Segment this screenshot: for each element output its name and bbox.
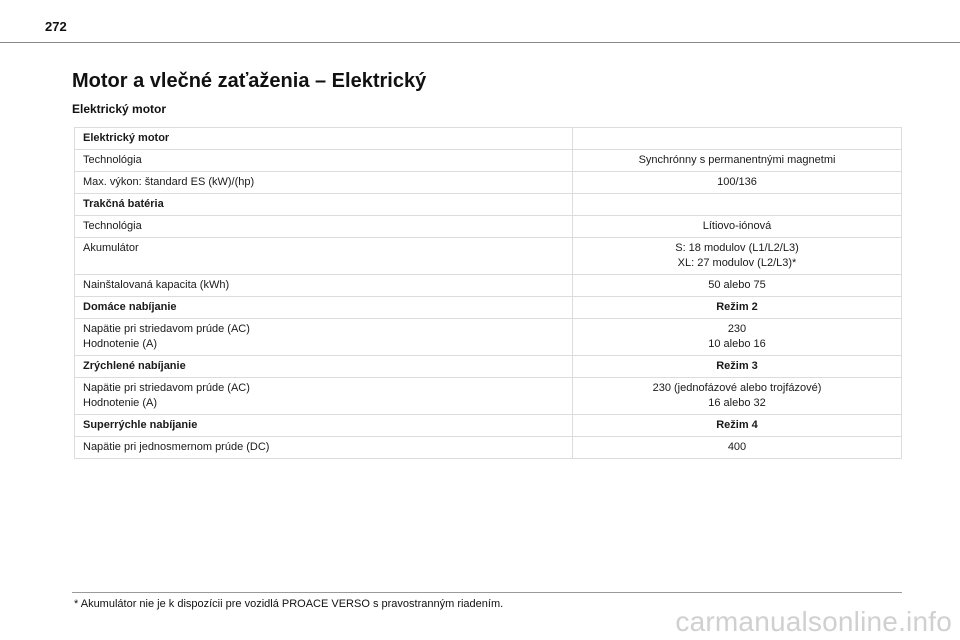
table-cell-value	[573, 194, 902, 216]
table-cell-label: Nainštalovaná kapacita (kWh)	[75, 275, 573, 297]
table-cell-value	[573, 238, 902, 275]
page-number: 272	[45, 19, 67, 34]
table-cell-label: Technológia	[75, 216, 573, 238]
table-cell-value-line: 230 (jednofázové alebo trojfázové)	[652, 382, 822, 394]
table-cell-value-line: 10 alebo 16	[708, 338, 766, 350]
table-cell-label-line: Napätie pri striedavom prúde (AC)	[83, 323, 250, 335]
table-cell-value: Synchrónny s permanentnými magnetmi	[573, 150, 902, 172]
table-cell-value	[573, 378, 902, 415]
table-row	[75, 194, 902, 216]
page-title: Motor a vlečné zaťaženia – Elektrický	[72, 70, 427, 92]
table-cell-label: Trakčná batéria	[75, 194, 573, 216]
table-cell-value: Režim 3	[573, 356, 902, 378]
table-cell-value-line: 16 alebo 32	[708, 397, 766, 409]
table-row	[75, 319, 902, 356]
watermark: carmanualsonline.info	[675, 606, 952, 637]
table-row	[75, 238, 902, 275]
table-cell-value: 400	[573, 437, 902, 459]
table-cell-value: 100/136	[573, 172, 902, 194]
table-row	[75, 216, 902, 238]
footnote-divider	[72, 592, 902, 593]
table-row	[75, 297, 902, 319]
table-cell-label: Domáce nabíjanie	[75, 297, 573, 319]
section-heading: Elektrický motor	[72, 102, 167, 116]
table-row	[75, 378, 902, 415]
spec-table-body	[75, 128, 902, 459]
table-row	[75, 437, 902, 459]
table-cell-label-line: Hodnotenie (A)	[83, 338, 157, 350]
table-cell-label: Technológia	[75, 150, 573, 172]
table-row	[75, 356, 902, 378]
table-cell-value-line: XL: 27 modulov (L2/L3)*	[677, 257, 797, 269]
footnote: * Akumulátor nie je k dispozícii pre vozidlá PROACE VERSO s pravostranným riadením.	[74, 598, 504, 610]
table-cell-label: Max. výkon: štandard ES (kW)/(hp)	[75, 172, 573, 194]
table-cell-label-line: Hodnotenie (A)	[83, 397, 157, 409]
table-row	[75, 172, 902, 194]
spec-table	[74, 127, 902, 459]
table-cell-label: Superrýchle nabíjanie	[75, 415, 573, 437]
table-cell-label-line: Napätie pri striedavom prúde (AC)	[83, 382, 250, 394]
table-cell-value: Režim 4	[573, 415, 902, 437]
table-cell-label: Zrýchlené nabíjanie	[75, 356, 573, 378]
table-cell-label	[75, 319, 573, 356]
table-cell-value-line: S: 18 modulov (L1/L2/L3)	[675, 242, 799, 254]
table-cell-value: Lítiovo-iónová	[573, 216, 902, 238]
table-cell-label	[75, 378, 573, 415]
table-cell-value-line: 230	[727, 323, 747, 335]
table-row	[75, 275, 902, 297]
table-cell-value: 50 alebo 75	[573, 275, 902, 297]
table-cell-value: Režim 2	[573, 297, 902, 319]
table-row	[75, 128, 902, 150]
table-row	[75, 150, 902, 172]
table-row	[75, 415, 902, 437]
table-cell-value	[573, 319, 902, 356]
table-cell-value	[573, 128, 902, 150]
table-cell-label: Akumulátor	[75, 238, 573, 275]
header-divider	[0, 42, 960, 43]
table-cell-label: Napätie pri jednosmernom prúde (DC)	[75, 437, 573, 459]
table-cell-label: Elektrický motor	[75, 128, 573, 150]
